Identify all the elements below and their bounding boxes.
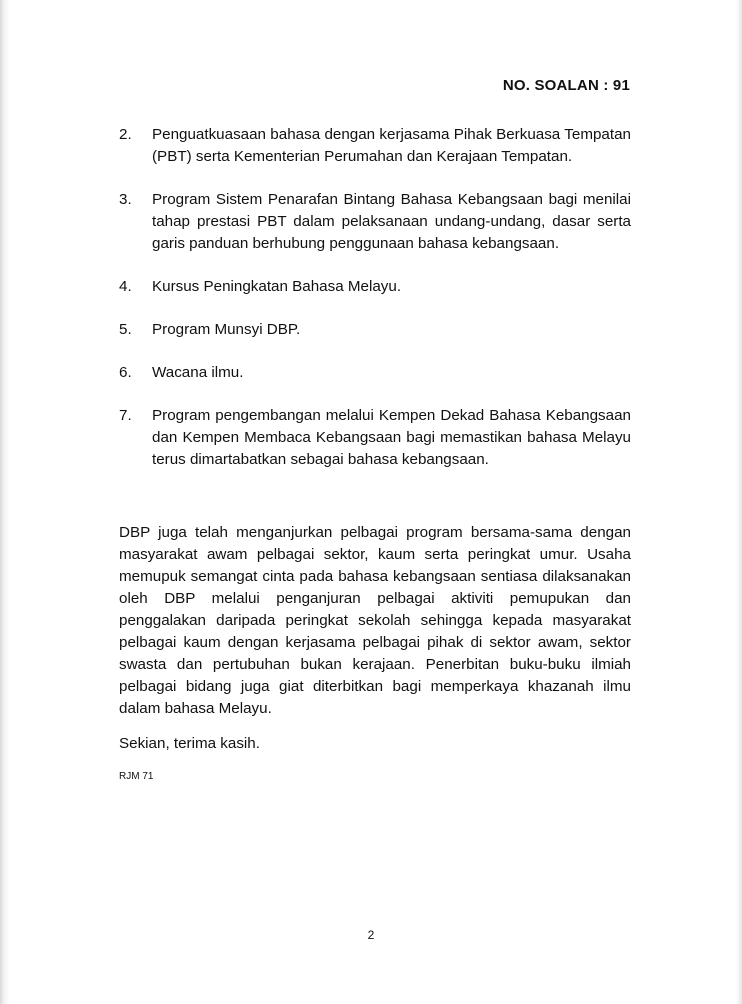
list-item-number: 2.: [119, 126, 132, 143]
list-item-number: 5.: [119, 321, 132, 338]
list-item-text: Kursus Peningkatan Bahasa Melayu.: [152, 278, 402, 295]
list-item-text: Wacana ilmu.: [152, 364, 244, 381]
list-item-text: Program Munsyi DBP.: [152, 321, 301, 338]
numbered-list: [119, 124, 631, 492]
list-item: [119, 189, 631, 255]
page-edge-shadow-left: [0, 0, 10, 1004]
question-number-heading: NO. SOALAN : 91: [502, 77, 630, 94]
list-item-text: Program pengembangan melalui Kempen Dekad Bahasa Kebangsaan dan Kempen Membaca Kebangsaan bagi memastikan bahasa Melayu terus dimartabatkan sebagai bahasa kebangsaan.: [152, 407, 631, 468]
list-item-number: 4.: [119, 278, 132, 295]
list-item: [119, 276, 631, 298]
list-item: [119, 124, 631, 168]
list-item: [119, 319, 631, 341]
list-item-text: Program Sistem Penarafan Bintang Bahasa Kebangsaan bagi menilai tahap prestasi PBT dalam pelaksanaan undang-undang, dasar serta garis panduan berhubung penggunaan bahasa kebangsaan.: [152, 191, 631, 252]
list-item-text: Penguatkuasaan bahasa dengan kerjasama Pihak Berkuasa Tempatan (PBT) serta Kementerian Perumahan dan Kerajaan Tempatan.: [152, 126, 631, 165]
page-edge-shadow-right: [736, 0, 742, 1004]
body-paragraph: DBP juga telah menganjurkan pelbagai program bersama-sama dengan masyarakat awam pelbagai sektor, kaum serta peringkat umur. Usaha memupuk semangat cinta pada bahasa kebangsaan sentiasa dilaksanakan oleh DBP melalui penganjuran pelbagai aktiviti pemupukan dan penggalakan daripada peringkat sekolah sehingga kepada masyarakat pelbagai kaum dengan kerjasama pelbagai pihak di sektor awam, sektor swasta dan pertubuhan bukan kerajaan. Penerbitan buku-buku ilmiah pelbagai bidang juga giat diterbitkan bagi memperkaya khazanah ilmu dalam bahasa Melayu.: [119, 524, 631, 717]
reference-code: RJM 71: [119, 771, 154, 782]
list-item: [119, 405, 631, 471]
list-item: [119, 362, 631, 384]
list-item-number: 7.: [119, 407, 132, 424]
list-item-number: 6.: [119, 364, 132, 381]
page-number: 2: [367, 928, 375, 942]
closing-line: Sekian, terima kasih.: [119, 735, 260, 752]
list-item-number: 3.: [119, 191, 132, 208]
